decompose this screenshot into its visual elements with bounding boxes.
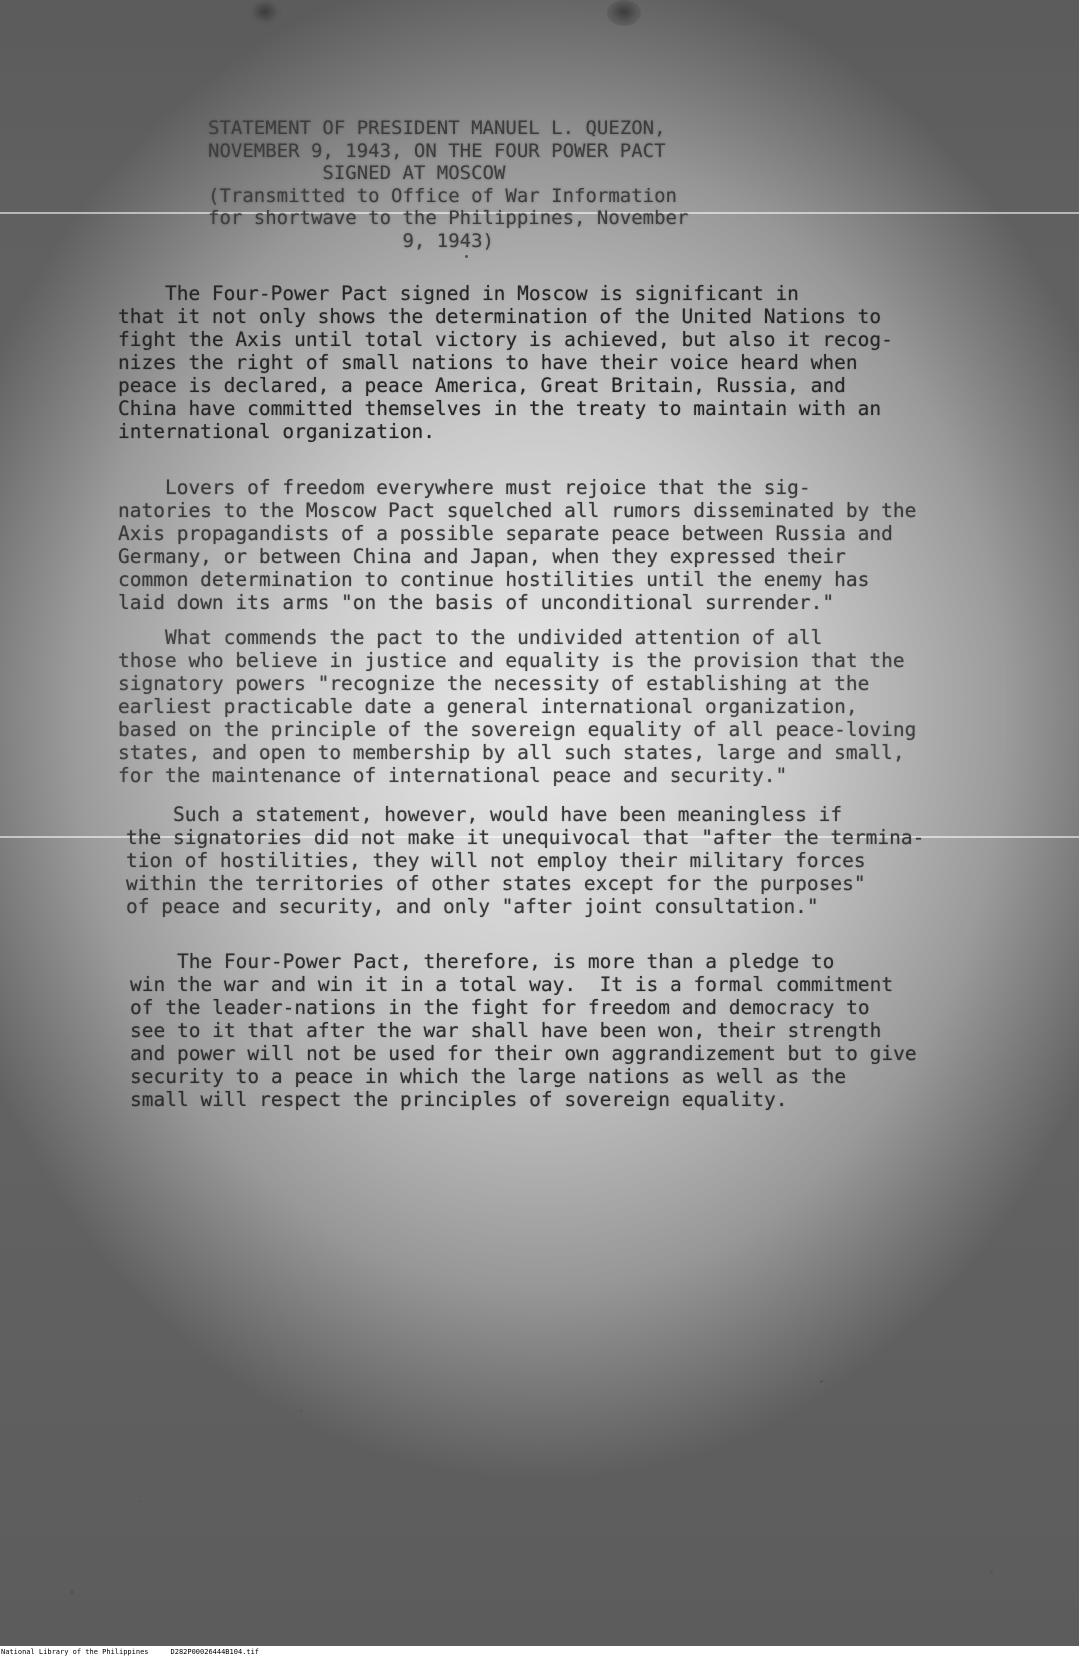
speck [465,255,468,258]
text-line: and power will not be used for their own aggrandizement but to give [130,1042,917,1065]
text-line: China have committed themselves in the treaty to maintain with an [118,397,882,420]
speck [140,1500,142,1502]
heading-line: SIGNED AT MOSCOW [322,162,506,184]
footer-file-name: D282P00026444B104.tif [170,1648,260,1656]
text-line: Axis propagandists of a possible separate peace between Russia and [118,522,893,545]
text-line: security to a peace in which the large nations as well as the [130,1065,847,1088]
text-line: win the war and win it in a total way. It is a formal commitment [130,973,894,996]
binder-hole [248,0,282,26]
text-line: common determination to continue hostilities until the enemy has [118,568,870,591]
text-line: natories to the Moscow Pact squelched all rumors disseminated by the [118,499,917,522]
text-line: those who believe in justice and equality is the provision that the [118,649,905,672]
binder-hole [607,0,641,26]
text-line: that it not only shows the determination of the United Nations to [118,305,882,328]
text-line: The Four-Power Pact, therefore, is more than a pledge to [130,950,835,973]
body-paragraph [118,282,893,443]
text-line: the signatories did not make it unequivocal that "after the termina- [126,826,925,849]
speck [990,1570,993,1573]
text-line: small will respect the principles of sovereign equality. [130,1088,788,1111]
speck [820,1380,823,1383]
footer-institution: National Library of the Philippines [1,1648,149,1656]
text-line: international organization. [118,420,435,443]
text-line: tion of hostilities, they will not employ their military forces [126,849,866,872]
body-paragraph [126,803,924,918]
text-line: The Four-Power Pact signed in Moscow is significant in [118,282,799,305]
scan-footer [0,1646,1079,1658]
text-line: see to it that after the war shall have been won, their strength [130,1019,882,1042]
text-line: of the leader-nations in the fight for freedom and democracy to [130,996,870,1019]
body-paragraph [118,626,916,787]
heading-line: (Transmitted to Office of War Information [208,184,677,207]
text-line: signatory powers "recognize the necessity of establishing at the [118,672,870,695]
text-line: for the maintenance of international peace and security." [118,764,788,787]
heading-line: NOVEMBER 9, 1943, ON THE FOUR POWER PACT [208,139,666,162]
heading-line: 9, 1943) [402,229,494,252]
text-line: Germany, or between China and Japan, when they expressed their [118,545,846,568]
document-heading [208,117,688,252]
speck [300,1410,302,1412]
heading-line: for shortwave to the Philippines, November [208,207,689,229]
text-line: peace is declared, a peace America, Great Britain, Russia, and [118,374,846,397]
text-line: Lovers of freedom everywhere must rejoice that the sig- [118,476,811,499]
text-line: within the territories of other states except for the purposes" [126,872,866,895]
text-line: What commends the pact to the undivided attention of all [118,626,823,649]
body-paragraph [118,476,916,614]
text-line: Such a statement, however, would have been meaningless if [126,803,843,826]
speck [70,1590,74,1594]
text-line: based on the principle of the sovereign equality of all peace-loving [118,718,917,741]
heading-line: STATEMENT OF PRESIDENT MANUEL L. QUEZON, [208,117,666,139]
text-line: laid down its arms "on the basis of unconditional surrender." [118,591,835,614]
text-line: of peace and security, and only "after joint consultation." [126,895,819,918]
text-line: earliest practicable date a general international organization, [118,695,858,718]
body-paragraph [130,950,917,1111]
text-line: fight the Axis until total victory is achieved, but also it recog- [118,328,893,351]
text-line: nizes the right of small nations to have their voice heard when [118,351,858,374]
text-line: states, and open to membership by all such states, large and small, [118,741,905,764]
